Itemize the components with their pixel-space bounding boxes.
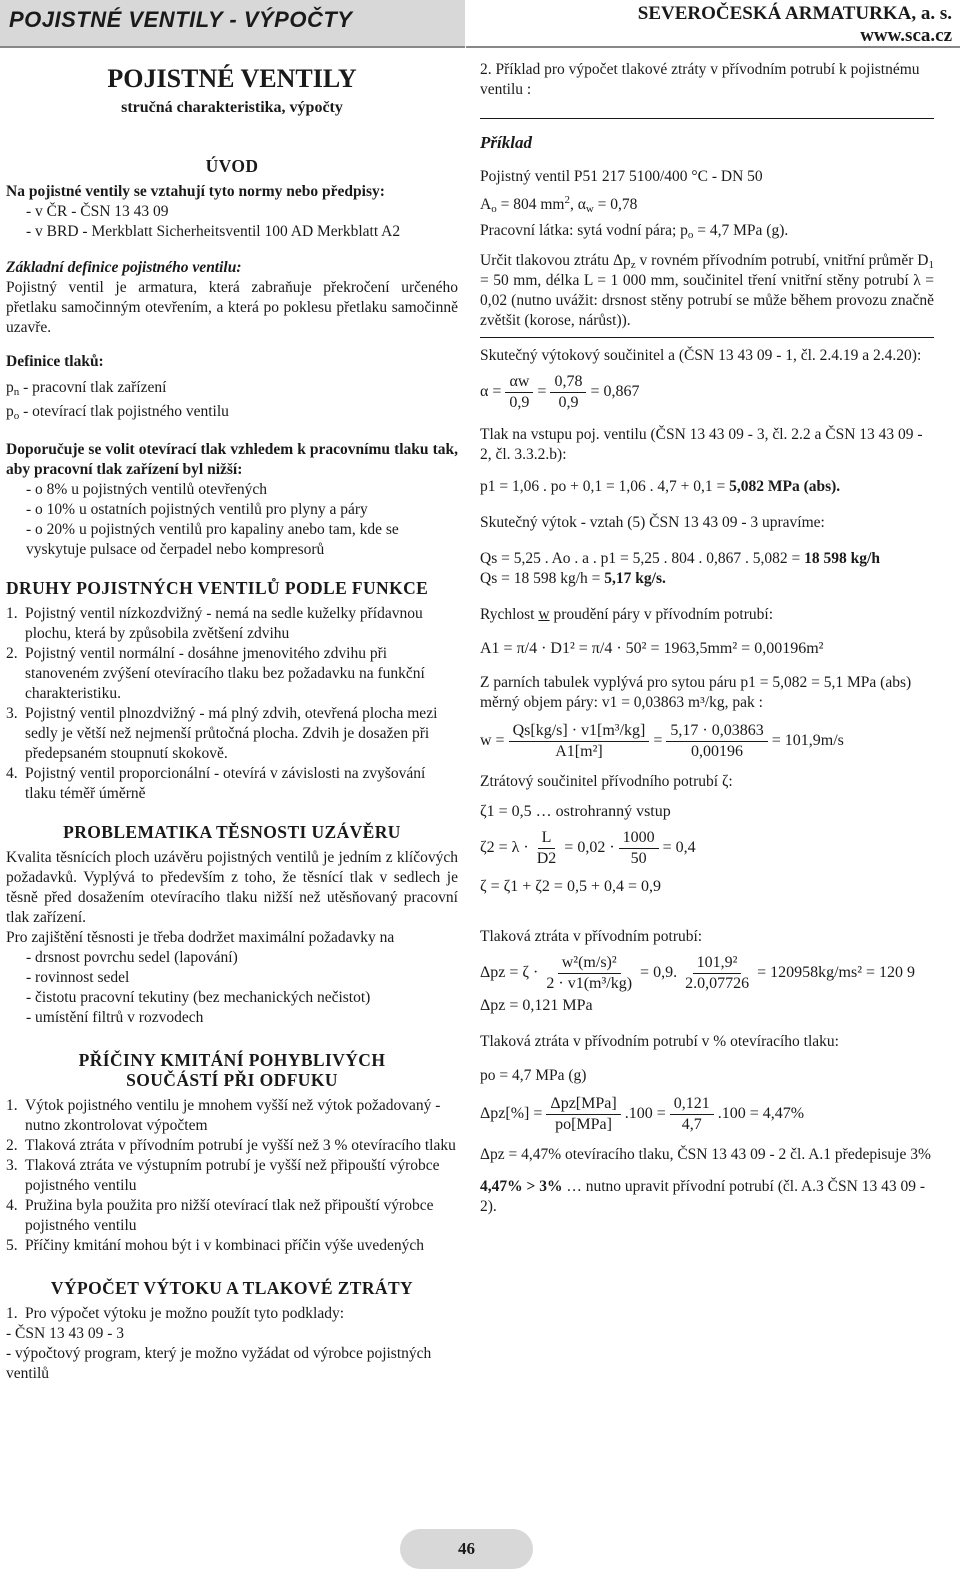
vibration-item: 1. Výtok pojistného ventilu je mnohem vyšší než výtok požadovaný - nutno zkontrolovat výpočtem	[6, 1097, 441, 1134]
calculation-item: - ČSN 13 43 09 - 3	[6, 1325, 124, 1342]
main-title: POJISTNÉ VENTILY	[107, 64, 357, 93]
inlet-pressure-text: Tlak na vstupu poj. ventilu (ČSN 13 43 09 - 3, čl. 2.2 a ČSN 13 43 09 - 2, čl. 3.3.2.b):	[480, 426, 923, 463]
example-intro: 2. Příklad pro výpočet tlakové ztráty v přívodním potrubí k pojistnému ventilu :	[480, 61, 920, 98]
speed-text: Rychlost w proudění páry v přívodním potrubí:	[480, 606, 774, 623]
tightness-item: - rovinnost sedel	[26, 969, 130, 986]
alpha-equation: α = $\frac{\alpha w}{0,9}$ = $\frac{0,78}{0,9}$ = 0,867	[480, 373, 640, 411]
calculation-intro: 1. Pro výpočet výtoku je možno použít tyto podklady:	[6, 1305, 344, 1322]
calculation-heading: VÝPOČET VÝTOKU A TLAKOVÉ ZTRÁTY	[50, 1278, 414, 1298]
area-alpha-line: $A_o = 804$ $mm^2$, $\alpha_w = 0,78$	[480, 193, 638, 215]
page-number: 46	[400, 1529, 533, 1569]
pressure-definitions-heading: Definice tlaků:	[6, 353, 104, 370]
task-text: Určit tlakovou ztrátu $\Delta p_z$ v rovném přívodním potrubí, vnitřní průměr $D_1 = 50$ mm, délka L = 1 000 mm, součinitel tření vnitřní stěny potrubí λ = 0,02 (nutno uvážit: drsnost stěny potrubí se může během provozu značně zvětšit (korose, nárůst)).	[480, 252, 934, 329]
area-equation: A1 = π/4 · D1² = π/4 · 50² = 1963,5mm² = 0,00196m²	[480, 640, 824, 657]
tightness-text: Kvalita těsnících ploch uzávěru pojistných ventilů je jedním z klíčových požadavků. Vyplývá to především z toho, že těsnící tlak v sedlech je těsně před dosažením otevíracího tlaku nižší než utěsňovaný pracovní tlak zařízení.	[6, 849, 458, 926]
velocity-equation: w = $\frac{\text{Qs[kg/s] · v1[m³/kg]}}{\text{A1[m²]}}$ = $\frac{5,17 \cdot 0,03863}{0,00196}$ = 101,9m/s	[480, 722, 844, 760]
zeta-total-equation: ζ = ζ1 + ζ2 = 0,5 + 0,4 = 0,9	[480, 878, 661, 895]
p1-equation: p1 = 1,06 . po + 0,1 = 1,06 . 4,7 + 0,1 = 5,082 MPa (abs).	[480, 478, 841, 495]
percent-loss-text: Tlaková ztráta v přívodním potrubí v % otevíracího tlaku:	[480, 1033, 839, 1050]
zeta1-equation: ζ1 = 0,5 … ostrohranný vstup	[480, 803, 671, 820]
valve-type-item: 4. Pojistný ventil proporcionální - otevírá v závislosti na zvyšování tlaku téměř úměrně	[6, 765, 426, 802]
vibration-heading-line-2: SOUČÁSTÍ PŘI ODFUKU	[126, 1070, 338, 1090]
header-title: POJISTNÉ VENTILY - VÝPOČTY	[9, 7, 353, 32]
tightness-item: - čistotu pracovní tekutiny (bez mechanických nečistot)	[26, 989, 371, 1006]
tightness-item: - drsnost povrchu sedel (lapování)	[26, 949, 238, 966]
loss-coefficient-text: Ztrátový součinitel přívodního potrubí ζ:	[480, 773, 733, 790]
main-subtitle: stručná charakteristika, výpočty	[121, 99, 343, 116]
calculation-item: - výpočtový program, který je možno vyžádat od výrobce pojistných ventilů	[6, 1345, 432, 1382]
pressure-loss-text: Tlaková ztráta v přívodním potrubí:	[480, 928, 703, 945]
company-name: SEVEROČESKÁ ARMATURKA, a. s.	[637, 3, 952, 24]
recommend-item: - o 10% u ostatních pojistných ventilů pro plyny a páry	[26, 501, 368, 518]
example-heading: Příklad	[480, 133, 532, 152]
valve-type-item: 2. Pojistný ventil normální - dosáhne jmenovitého zdvihu při stanoveném zvýšení otevíracího tlaku bez požadavku na funkční charakteristiku.	[6, 645, 425, 702]
example-bottom-rule	[480, 337, 934, 338]
norm-item: - v BRD - Merkblatt Sicherheitsventil 100 AD Merkblatt A2	[26, 223, 401, 240]
recommend-item: - o 20% u pojistných ventilů pro kapaliny anebo tam, kde se vyskytuje pulsace od čerpadel nebo kompresorů	[26, 521, 399, 558]
tightness-heading: PROBLEMATIKA TĚSNOSTI UZÁVĚRU	[63, 822, 401, 842]
tightness-text-2: Pro zajištění těsnosti je třeba dodržet maximální požadavky na	[6, 929, 395, 946]
vibration-item: 2. Tlaková ztráta v přívodním potrubí je vyšší než 3 % otevíracího tlaku	[6, 1137, 456, 1154]
left-column	[6, 60, 458, 1384]
header-divider	[466, 46, 960, 48]
example-top-rule	[480, 118, 934, 119]
valve-type-item: 3. Pojistný ventil plnozdvižný - má plný zdvih, otevřená plocha mezi sedly je větší než nejmenší průtočná plocha. Zdvih je dosažen při předepsaném stoupnutí skokově.	[6, 705, 438, 762]
valve-types-heading: DRUHY POJISTNÝCH VENTILŮ PODLE FUNKCE	[6, 578, 429, 598]
header-banner	[0, 0, 465, 48]
vibration-item: 4. Pružina byla použita pro nižší otevírací tlak než připouští výrobce pojistného ventilu	[6, 1197, 434, 1234]
vibration-item: 3. Tlaková ztráta ve výstupním potrubí je vyšší než připouští výrobce pojistného ventilu	[6, 1157, 440, 1194]
definition-text: Pojistný ventil je armatura, která zabraňuje překročení určeného přetlaku samočinným otevřením, a která po poklesu přetlaku samočinně uzavře.	[6, 279, 458, 336]
definition-heading: Základní definice pojistného ventilu:	[6, 259, 242, 276]
po-value: po = 4,7 MPa (g)	[480, 1067, 587, 1084]
recommend-item: - o 8% u pojistných ventilů otevřených	[26, 481, 268, 498]
norms-intro: Na pojistné ventily se vztahují tyto normy nebo předpisy:	[6, 183, 385, 200]
vibration-item: 5. Příčiny kmitání mohou být i v kombinaci příčin výše uvedených	[6, 1237, 425, 1254]
steam-table-text: Z parních tabulek vyplývá pro sytou páru p1 = 5,082 = 5,1 MPa (abs) měrný objem páry: v1 = 0,03863 m³/kg, pak :	[480, 674, 912, 711]
valve-spec: Pojistný ventil P51 217 5100/400 °C - DN 50	[480, 168, 763, 185]
tightness-item: - umístění filtrů v rozvodech	[26, 1009, 204, 1026]
percent-equation: Δpz[%] = $\frac{\text{Δpz[MPa]}}{\text{po[MPa]}}$ .100 = $\frac{0,121}{4,7}$ .100 = 4,47%	[480, 1095, 805, 1133]
norm-item: - v ČR - ČSN 13 43 09	[26, 203, 169, 220]
uvod-heading: ÚVOD	[205, 156, 259, 176]
coefficient-text: Skutečný výtokový součinitel a (ČSN 13 43 09 - 1, čl. 2.4.19 a 2.4.20):	[480, 347, 922, 364]
vibration-heading-line-1: PŘÍČINY KMITÁNÍ POHYBLIVÝCH	[78, 1050, 386, 1070]
qs-equation-1: Qs = 5,25 . Ao . a . p1 = 5,25 . 804 . 0,867 . 5,082 = 18 598 kg/h	[480, 550, 880, 567]
right-column	[480, 60, 934, 1217]
header-company-block	[638, 3, 952, 47]
medium-line: Pracovní látka: sytá vodní pára; $p_o = 4,7$ MPa (g).	[480, 222, 789, 241]
company-website: www.sca.cz	[860, 25, 952, 46]
pn-definition: $p_n$ - pracovní tlak zařízení	[6, 379, 167, 398]
pressure-loss-result: Δpz = 0,121 MPa	[480, 997, 593, 1014]
valve-type-item: 1. Pojistný ventil nízkozdvižný - nemá na sedle kuželky přídavnou plochu, která by způsobila zvětšení zdvihu	[6, 605, 423, 642]
recommendation-text: Doporučuje se volit otevírací tlak vzhledem k pracovnímu tlaku tak, aby pracovní tlak zařízení byl nižší:	[6, 441, 458, 478]
final-text: 4,47% > 3% … nutno upravit přívodní potrubí (čl. A.3 ČSN 13 43 09 - 2).	[480, 1178, 925, 1215]
zeta2-equation: ζ2 = λ · $\frac{L}{D2}$ = 0,02 · $\frac{1000}{50}$ = 0,4	[480, 829, 696, 867]
conclusion-text: Δpz = 4,47% otevíracího tlaku, ČSN 13 43 09 - 2 čl. A.1 předepisuje 3%	[480, 1146, 931, 1163]
pressure-loss-equation: Δpz = ζ · $\frac{\text{w²(m/s)²}}{\text{2 · v1(m³/kg)}}$ = 0,9. $\frac{\text{101,9²}}{2.0,07726}$ = 120958kg/ms² = 120 9	[480, 954, 916, 992]
po-definition: $p_o$ - otevírací tlak pojistného ventilu	[6, 403, 229, 422]
flow-text: Skutečný výtok - vztah (5) ČSN 13 43 09 - 3 upravíme:	[480, 514, 825, 531]
qs-equation-2: Qs = 18 598 kg/h = 5,17 kg/s.	[480, 570, 666, 587]
